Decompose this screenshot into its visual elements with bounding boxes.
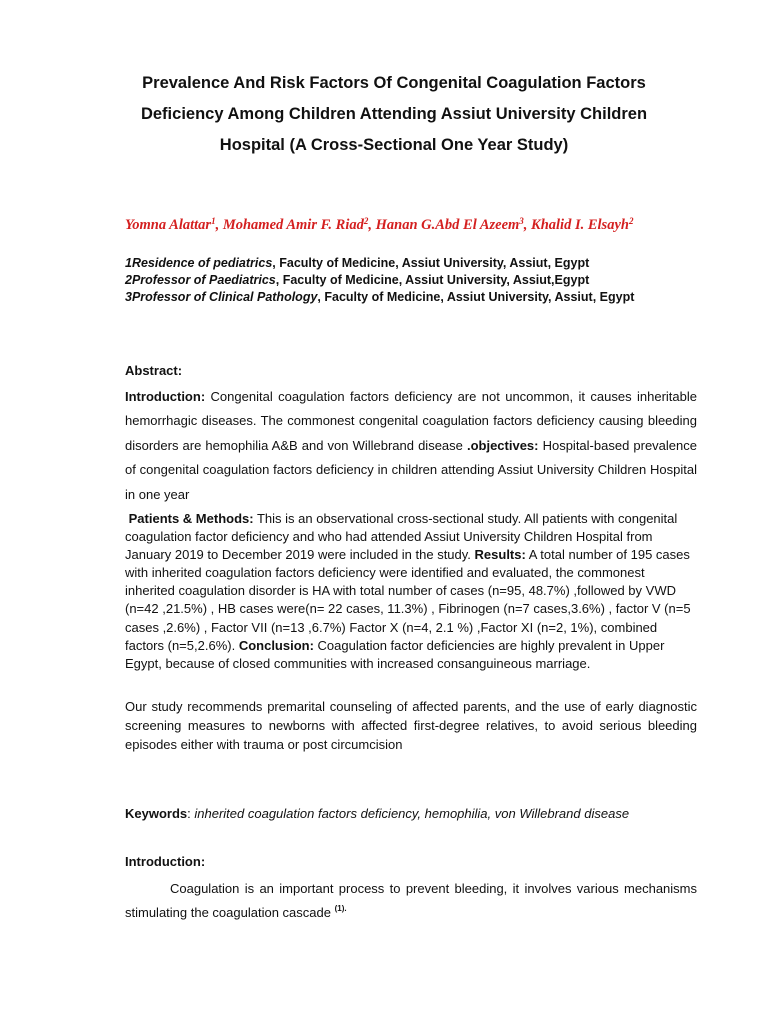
abstract-introduction-label: Introduction: [125, 389, 206, 404]
affiliation-role: 3Professor of Clinical Pathology [125, 290, 318, 304]
abstract-results-label: Results: [474, 547, 526, 563]
abstract-conclusion-text: Coagulation factor deficiencies are highly prevalent in Upper Egypt, because of closed communities with increased consanguineous marriage. [125, 637, 665, 671]
citation-reference: (1). [334, 904, 347, 914]
affiliation-line [125, 255, 705, 272]
keywords-text: inherited coagulation factors deficiency, hemophilia, von Willebrand disease [190, 806, 630, 821]
author-list [125, 217, 705, 234]
author-separator: , [523, 217, 532, 233]
abstract-objectives-text: Hospital-based prevalence of congenital coagulation factors deficiency in children attending Assiut University Children Hospital in one year [125, 437, 697, 502]
abstract-heading-label: Abstract [125, 363, 178, 378]
abstract-methods-paragraph [125, 510, 697, 673]
paper-title: Prevalence And Risk Factors Of Congenital Coagulation Factors Deficiency Among Children Attending Assiut University Children Hospital (A Cross-Sectional One Year Study) [140, 74, 648, 154]
affiliation-line [125, 289, 705, 306]
abstract-methods-text: This is an observational cross-sectional study. All patients with congenital coagulation factor deficiency and who had attended Assiut University Children Hospital from January 2019 to December 2019 were included in the study. [125, 511, 678, 563]
affiliation-institution: , Faculty of Medicine, Assiut University, Assiut,Egypt [275, 273, 590, 287]
abstract-heading-colon: : [177, 363, 183, 378]
author-affiliation-sup: 1 [211, 216, 216, 226]
abstract-recommendation-paragraph: Our study recommends premarital counseling of affected parents, and the use of early diagnostic screening measures to newborns with affected first-degree relatives, to avoid serious bleeding episodes either with trauma or post circumcision [125, 699, 697, 752]
affiliation-institution: , Faculty of Medicine, Assiut University, Assiut, Egypt [272, 256, 590, 270]
abstract-heading [125, 363, 182, 378]
author-affiliation-sup: 2 [363, 216, 369, 226]
author-name: Hanan G.Abd El Azeem [375, 217, 520, 233]
abstract-objectives-label: .objectives: [466, 437, 539, 453]
affiliation-list [125, 255, 705, 306]
author-separator: , [215, 217, 223, 233]
author-separator: , [368, 217, 376, 233]
introduction-text: Coagulation is an important process to prevent bleeding, it involves various mechanisms stimulating the coagulation cascade [125, 881, 697, 921]
author-name: Yomna Alattar [125, 217, 212, 233]
affiliation-role: 2Professor of Paediatrics [125, 273, 276, 287]
keywords-label: Keywords [125, 806, 188, 821]
keywords-colon: : [187, 806, 191, 821]
affiliation-institution: , Faculty of Medicine, Assiut University, Assiut, Egypt [317, 290, 635, 304]
author-name: Mohamed Amir F. Riad [222, 217, 364, 233]
introduction-heading: Introduction: [125, 854, 206, 869]
abstract-results-text: A total number of 195 cases with inherited coagulation factors deficiency were identified and evaluated, the commonest inherited coagulation disorder is HA with total number of cases (n=95, 48.7%) ,followed by VWD (n=42 ,21.5%) , HB cases were(n= 22 cases, 11.3%) , Fibrinogen (n=7 cases,3.6%) , factor V (n=5 cases ,2.6%) , Factor VII (n=13 ,6.7%) Factor X (n=4, 2.1 %) ,Factor XI (n=2, 1%), combined factors (n=5,2.6%). [125, 547, 691, 653]
author-name: Khalid I. Elsayh [531, 217, 629, 233]
abstract-methods-label: Patients & Methods: [128, 511, 254, 526]
author-affiliation-sup: 3 [519, 216, 524, 226]
affiliation-line [125, 272, 705, 289]
introduction-paragraph [125, 877, 697, 926]
abstract-introduction-text: Congenital coagulation factors deficiency are not uncommon, it causes inheritable hemorrhagic diseases. The commonest congenital coagulation factors deficiency causing bleeding disorders are hemophilia A&B and von Willebrand disease [125, 389, 697, 453]
abstract-introduction-paragraph [125, 385, 697, 507]
abstract-conclusion-label: Conclusion: [238, 637, 314, 653]
author-affiliation-sup: 2 [628, 216, 634, 226]
affiliation-role: 1Residence of pediatrics [125, 256, 273, 270]
keywords-line [125, 806, 705, 821]
